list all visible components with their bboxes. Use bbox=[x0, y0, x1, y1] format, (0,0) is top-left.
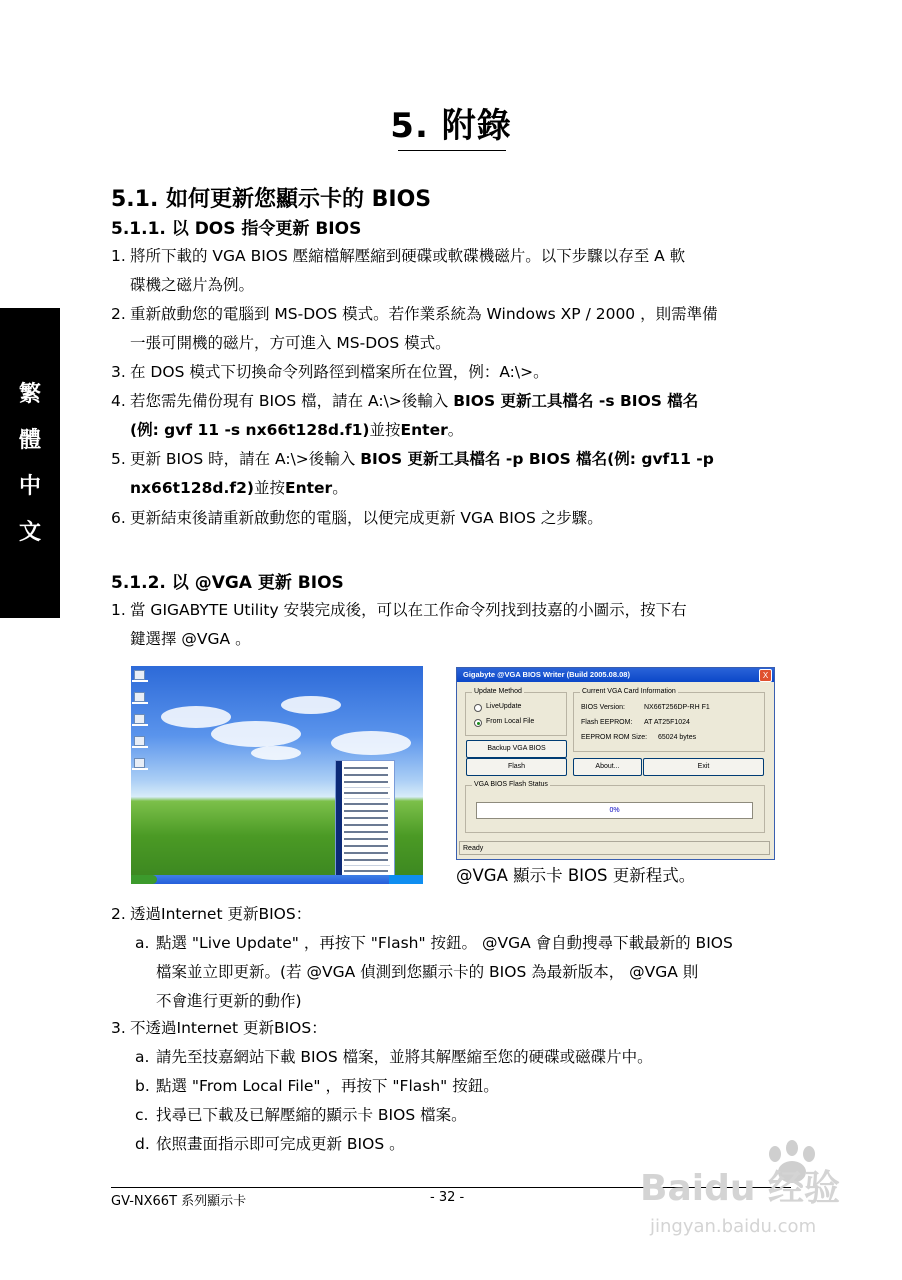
side-tab-char: 文 bbox=[18, 520, 41, 545]
side-tab-char: 繁 bbox=[18, 382, 41, 407]
backup-vga-bios-button[interactable]: Backup VGA BIOS bbox=[466, 740, 567, 758]
flash-button[interactable]: Flash bbox=[466, 758, 567, 776]
chapter-title: 5. 附錄 bbox=[390, 106, 512, 146]
side-tab-char: 體 bbox=[18, 428, 41, 453]
flash-progress-bar: 0% bbox=[476, 802, 753, 819]
status-bar: Ready bbox=[459, 841, 770, 855]
radio-liveupdate-label: LiveUpdate bbox=[486, 703, 522, 710]
radio-local-file[interactable] bbox=[474, 719, 482, 727]
vga-bios-writer-dialog bbox=[456, 667, 775, 860]
baidu-watermark bbox=[600, 1138, 880, 1248]
about-button[interactable]: About... bbox=[573, 758, 642, 776]
watermark-url: jingyan.baidu.com bbox=[650, 1216, 817, 1237]
dialog-title-bar: Gigabyte @VGA BIOS Writer (Build 2005.08.08) bbox=[457, 668, 774, 682]
dialog-caption: @VGA 顯示卡 BIOS 更新程式。 bbox=[456, 866, 696, 885]
radio-liveupdate[interactable] bbox=[474, 704, 482, 712]
radio-local-file-label: From Local File bbox=[486, 718, 535, 725]
watermark-logo: Baidu 经验 bbox=[640, 1168, 841, 1209]
close-icon[interactable]: X bbox=[759, 669, 772, 682]
page-number: - 32 - bbox=[430, 1190, 465, 1205]
eeprom-size-value: 65024 bytes bbox=[658, 734, 697, 741]
bios-version-value: NX66T256DP-RH F1 bbox=[644, 704, 710, 711]
side-tab-char: 中 bbox=[18, 474, 41, 499]
footer-product: GV-NX66T 系列顯示卡 bbox=[111, 1194, 247, 1209]
update-method-group: Update Method LiveUpdate From Local File bbox=[465, 692, 567, 736]
language-side-tab bbox=[0, 308, 60, 618]
title-divider bbox=[398, 150, 506, 151]
subsection-heading-vga: 5.1.2. 以 @VGA 更新 BIOS bbox=[111, 573, 344, 593]
subsection-heading-dos: 5.1.1. 以 DOS 指令更新 BIOS bbox=[111, 219, 362, 239]
flash-eeprom-value: AT AT25F1024 bbox=[644, 719, 690, 726]
section-heading: 5.1. 如何更新您顯示卡的 BIOS bbox=[111, 187, 432, 212]
tray-context-menu bbox=[335, 760, 395, 880]
card-info-group: Current VGA Card Information BIOS Version: NX66T256DP-RH F1 Flash EEPROM: AT AT25F1024 EEPROM ROM Size: 65024 bytes bbox=[573, 692, 765, 752]
flash-status-group: VGA BIOS Flash Status bbox=[465, 785, 765, 833]
exit-button[interactable]: Exit bbox=[643, 758, 764, 776]
desktop-screenshot bbox=[131, 666, 423, 884]
